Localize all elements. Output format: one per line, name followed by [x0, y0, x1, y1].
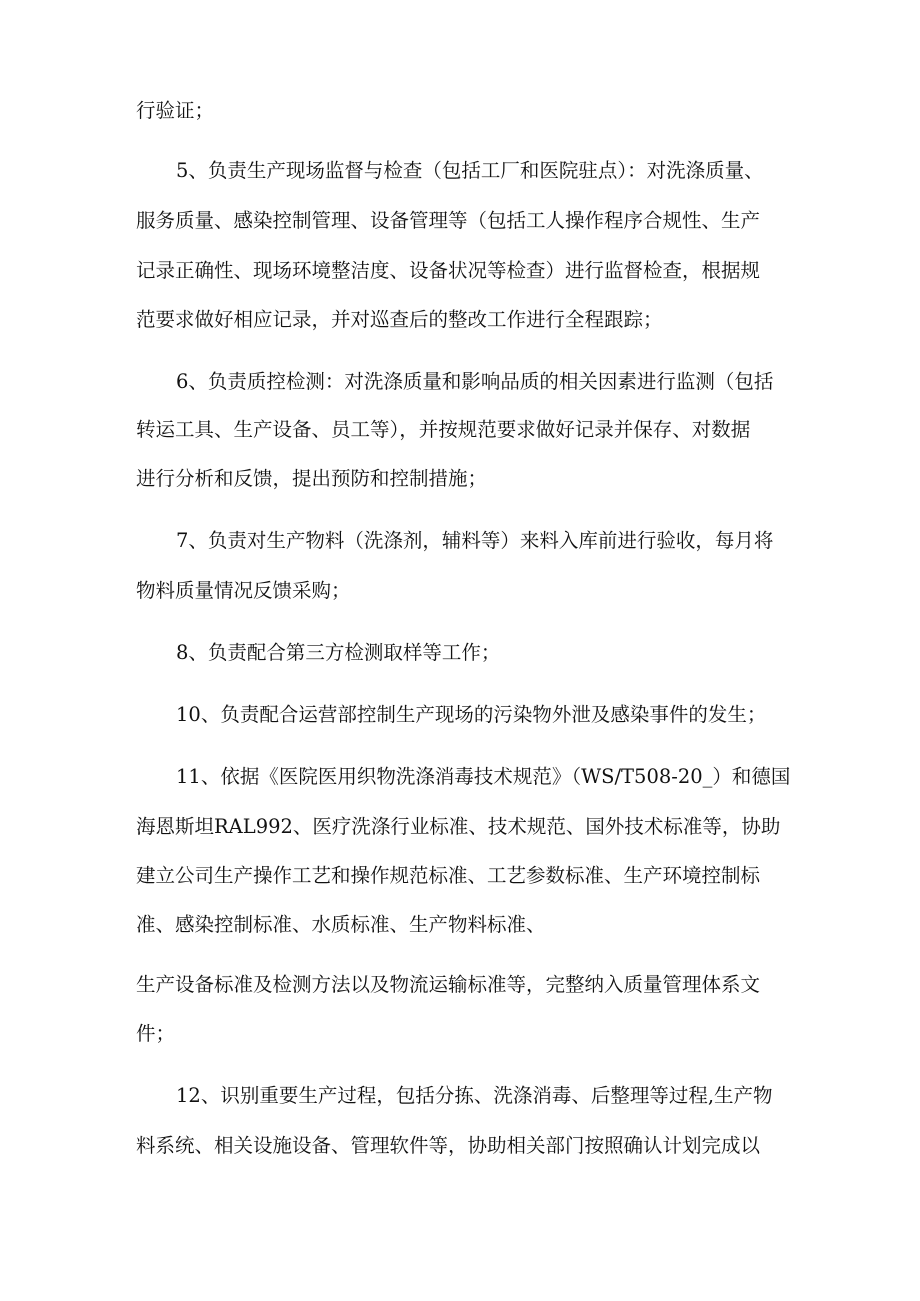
text-line: 6、负责质控检测：对洗涤质量和影响品质的相关因素进行监测（包括: [176, 370, 774, 393]
text-line: 料系统、相关设施设备、管理软件等，协助相关部门按照确认计划完成以: [136, 1134, 761, 1157]
text-line: 海恩斯坦RAL992、医疗洗涤行业标准、技术规范、国外技术标准等，协助: [136, 815, 781, 838]
text-line: 范要求做好相应记录，并对巡查后的整改工作进行全程跟踪；: [136, 308, 663, 331]
text-line: 建立公司生产操作工艺和操作规范标准、工艺参数标准、生产环境控制标: [136, 864, 761, 887]
text-line: 服务质量、感染控制管理、设备管理等（包括工人操作程序合规性、生产: [136, 209, 761, 232]
text-line: 进行分析和反馈，提出预防和控制措施；: [136, 467, 488, 490]
text-line: 生产设备标准及检测方法以及物流运输标准等，完整纳入质量管理体系文: [136, 973, 761, 996]
text-line: 12、识别重要生产过程，包括分拣、洗涤消毒、后整理等过程,生产物: [176, 1084, 773, 1107]
text-line: 10、负责配合运营部控制生产现场的污染物外泄及感染事件的发生；: [176, 703, 767, 726]
text-line: 准、感染控制标准、水质标准、生产物料标准、: [136, 913, 546, 936]
text-line: 8、负责配合第三方检测取样等工作；: [176, 641, 501, 664]
text-line: 行验证；: [136, 99, 215, 122]
text-line: 物料质量情况反馈采购；: [136, 579, 351, 602]
text-line: 11、依据《医院医用织物洗涤消毒技术规范》（WS/T508-20_）和德国: [176, 765, 791, 788]
text-line: 转运工具、生产设备、员工等），并按规范要求做好记录并保存、对数据: [136, 418, 751, 441]
text-line: 件；: [136, 1022, 176, 1045]
text-line: 5、负责生产现场监督与检查（包括工厂和医院驻点）：对洗涤质量、: [176, 159, 764, 182]
text-line: 记录正确性、现场环境整洁度、设备状况等检查）进行监督检查，根据规: [136, 259, 761, 282]
text-line: 7、负责对生产物料（洗涤剂，辅料等）来料入库前进行验收，每月将: [176, 529, 774, 552]
